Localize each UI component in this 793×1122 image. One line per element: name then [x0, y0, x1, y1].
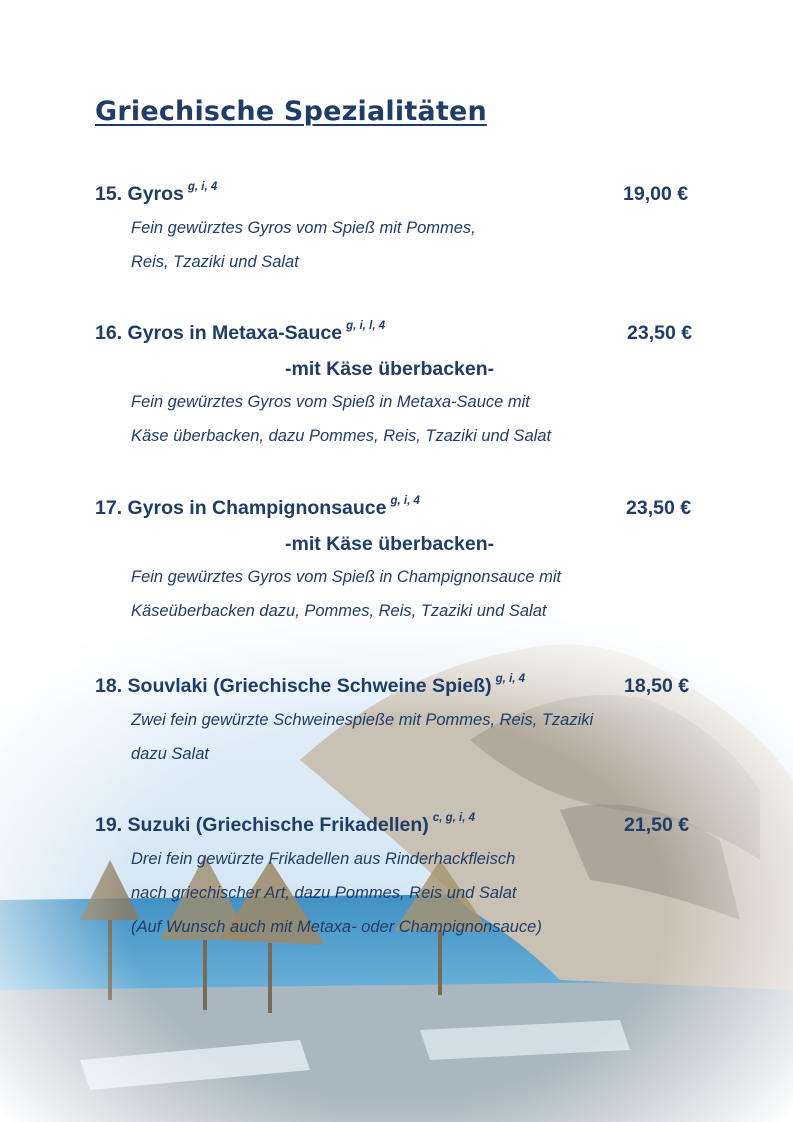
- allergen-codes: g, i, 4: [390, 494, 420, 507]
- menu-item-15: [95, 180, 700, 279]
- menu-item-header: [95, 672, 700, 699]
- menu-item-description: dazu Salat: [131, 745, 209, 763]
- menu-item-16: [95, 319, 700, 453]
- menu-item-price: 23,50 €: [627, 322, 693, 344]
- menu-item-description: Käse überbacken, dazu Pommes, Reis, Tzaziki und Salat: [131, 427, 552, 445]
- menu-item-name: 18. Souvlaki (Griechische Schweine Spieß) $^{g, i, 4}$: [95, 672, 526, 697]
- menu-item-subtitle: -mit Käse überbacken-: [285, 533, 495, 555]
- menu-item-description: Fein gewürztes Gyros vom Spieß mit Pommes,: [131, 219, 476, 237]
- allergen-codes: g, i, 4: [187, 180, 218, 193]
- allergen-codes: g, i, l, 4: [346, 319, 386, 332]
- menu-item-description: Zwei fein gewürzte Schweinespieße mit Pommes, Reis, Tzaziki: [131, 711, 594, 729]
- page-title: Griechische Spezialitäten: [95, 96, 487, 127]
- menu-item-19: [95, 811, 700, 944]
- menu-item-name: 17. Gyros in Champignonsauce $^{g, i, 4}$: [95, 494, 420, 519]
- menu-item-header: [95, 811, 700, 838]
- menu-item-subtitle: -mit Käse überbacken-: [285, 358, 495, 380]
- menu-item-17: [95, 494, 700, 628]
- allergen-codes: g, i, 4: [495, 672, 526, 685]
- menu-item-description: Fein gewürztes Gyros vom Spieß in Metaxa-Sauce mit: [131, 393, 530, 411]
- menu-item-description: Käseüberbacken dazu, Pommes, Reis, Tzaziki und Salat: [131, 602, 547, 620]
- menu-item-description: Reis, Tzaziki und Salat: [131, 253, 299, 271]
- menu-item-18: [95, 672, 700, 771]
- menu-item-header: [95, 319, 700, 346]
- menu-item-price: 19,00 €: [623, 183, 689, 205]
- menu-item-description: Fein gewürztes Gyros vom Spieß in Champignonsauce mit: [131, 568, 562, 586]
- menu-item-price: 23,50 €: [626, 497, 692, 519]
- allergen-codes: c, g, i, 4: [432, 811, 475, 824]
- menu-item-header: [95, 180, 700, 207]
- menu-item-description: Drei fein gewürzte Frikadellen aus Rinderhackfleisch: [131, 850, 516, 868]
- menu-item-name: 19. Suzuki (Griechische Frikadellen) $^{c, g, i, 4}$: [95, 811, 475, 836]
- menu-item-header: [95, 494, 700, 521]
- menu-item-name: 15. Gyros $^{g, i, 4}$: [95, 180, 218, 205]
- menu-item-price: 18,50 €: [624, 675, 690, 697]
- menu-item-name: 16. Gyros in Metaxa-Sauce $^{g, i, l, 4}$: [95, 319, 386, 344]
- menu-item-price: 21,50 €: [624, 814, 690, 836]
- menu-item-description: nach griechischer Art, dazu Pommes, Reis und Salat: [131, 884, 517, 902]
- menu-item-description: (Auf Wunsch auch mit Metaxa- oder Champignonsauce): [131, 918, 542, 936]
